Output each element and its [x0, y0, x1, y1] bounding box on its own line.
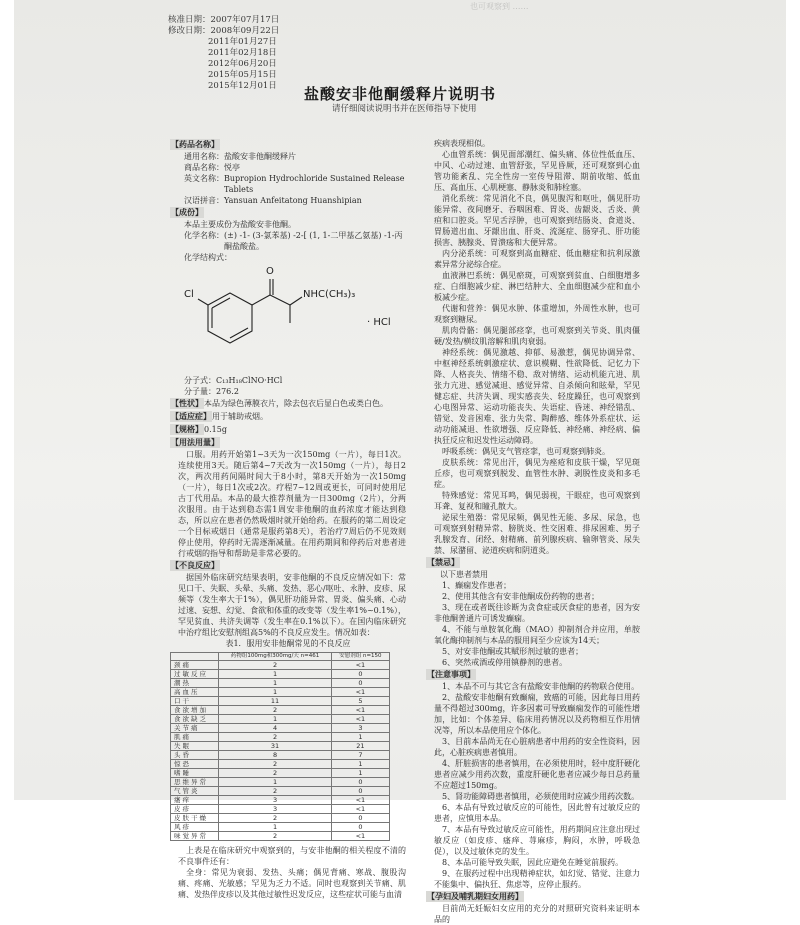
specification-text: 0.15g: [204, 425, 227, 434]
revision-date: 2011年02月18日: [208, 48, 277, 58]
molecular-formula: C₁₃H₁₈ClNO·HCl: [216, 376, 283, 385]
table-cell-placebo: 0: [331, 813, 389, 822]
adverse-system-paragraph: 疾病表现相似。: [434, 139, 490, 148]
table-row: [171, 696, 390, 705]
benzene-ring: [208, 293, 252, 343]
table-row: [171, 750, 390, 759]
adverse-text: 据国外临床研究结果表明，安非他酮的不良反应情况如下：常见口干、失眠、头晕、头痛、发热、恶心/呕吐、永肿、皮疹、尿频等（发生率大于1%），偶见肝功能异常、胃炎、偏头痛、心动过速、妄想、幻觉、食欲和体重的改变等（发生率1%~0.1%），罕见贫血、共济失调等（发生率在0.1%以下）。在国内临床研究中治疗组比安慰剂组高5%的不良反应发生。情况如表：: [178, 573, 406, 637]
trade-name: 悦亭: [224, 163, 240, 172]
page-margin-left: [0, 0, 14, 800]
section-heading-adverse: 【不良反应】: [171, 560, 219, 570]
revision-date: 2015年12月01日: [208, 81, 277, 91]
section-heading-contraindications: 【禁忌】: [427, 557, 459, 567]
table-row: [171, 741, 390, 750]
table-row: [171, 777, 390, 786]
adverse-system-paragraph: 肌肉骨骼：偶见腿部痉挛，也可观察到关节炎、肌肉僵硬/发热/横纹肌溶解和肌肉衰弱。: [434, 326, 640, 346]
table-row: [171, 705, 390, 714]
table-row: [171, 831, 390, 840]
table-cell-drug: 8: [219, 750, 331, 759]
composition-main: 本品主要成份为盐酸安非他酮。: [184, 220, 296, 229]
table-cell-placebo: 0: [331, 822, 389, 831]
table-row: [171, 795, 390, 804]
table-cell-placebo: <1: [331, 687, 389, 696]
right-column: [426, 138, 640, 925]
adverse-system-paragraph: 代谢和营养：偶见水肿、体重增加，外周性水肿，也可观察到糖尿。: [434, 304, 640, 324]
table-cell-placebo: 1: [331, 732, 389, 741]
document-subtitle: 请仔细阅读说明书并在医师指导下使用: [332, 104, 477, 114]
table-cell-drug: 2: [219, 813, 331, 822]
table-cell-event: 瘙痒: [171, 795, 219, 804]
table-cell-event: 头昏: [171, 750, 219, 759]
table-cell-event: 食欲缺乏: [171, 714, 219, 723]
pinyin-name: Yansuan Anfeitatong Huanshipian: [224, 196, 362, 205]
section-heading-composition: 【成份】: [171, 207, 203, 217]
table-cell-event: 气管炎: [171, 786, 219, 795]
chemical-structure: [170, 265, 406, 375]
show-through-text: 也可观察到 ……: [470, 2, 529, 11]
section-heading-precautions: 【注意事项】: [427, 669, 475, 679]
revision-date: 2012年06月20日: [208, 59, 277, 69]
precaution-item: 9、在服药过程中出现精神症状，如幻觉、错觉、注意力不能集中、偏执狂、焦虑等，应停止服药。: [434, 869, 640, 889]
document-title: 盐酸安非他酮缓释片说明书: [303, 85, 496, 103]
molecular-weight: 276.2: [216, 387, 239, 396]
table-cell-event: 高血压: [171, 687, 219, 696]
table-cell-event: 皮肤干燥: [171, 813, 219, 822]
table-cell-event: 嗜睡: [171, 768, 219, 777]
table-cell-drug: 2: [219, 831, 331, 840]
table-cell-drug: 31: [219, 741, 331, 750]
revision-date: 核准日期：2007年07月17日: [168, 15, 280, 25]
revision-date: 2011年01月27日: [208, 37, 277, 47]
table-cell-placebo: 0: [331, 777, 389, 786]
section-heading-properties: 【性状】: [171, 398, 203, 408]
pregnancy-text: 目前尚无妊娠妇女应用的充分的对照研究资料来证明本品的: [434, 904, 640, 924]
amine-group-label: NHC(CH₃)₃: [303, 289, 356, 300]
section-heading-pregnancy: 【孕妇及哺乳期妇女用药】: [427, 891, 523, 901]
dosage-text: 口服。用药开始第1~3天为一次150mg（一片），每日1次。连续使用3天。随后第4~7天改为一次150mg（一片），每日2次，两次用药间隔时间大于8小时，第8天开始为一次150mg（一片），每日1次或2次。疗程7~12周或更长，可同时使用尼古丁代用品。本品的最大推荐剂量为一日300mg（2片），分两次服用。由于达到稳态需1周安非他酮的血药浓度才能达到稳态，所以应在患者仍然吸烟时就开始给药。在服药的第二周设定一个目标戒烟日（通常是服药第8天），若治疗7周后仍不见效则停止使用，停药时无需逐渐减量。在用药期间和停药后对患者进行戒烟的指导和帮助是非常必要的。: [178, 450, 406, 558]
table-cell-event: 肌痛: [171, 732, 219, 741]
precaution-item: 1、本品不可与其它含有盐酸安非他酮的药物联合使用。: [442, 682, 640, 691]
table-cell-placebo: 0: [331, 669, 389, 678]
general-reactions-text: 全身：常见为衰弱、发热、头痛；偶见背痛、寒战、腹股沟痛、疼痛、光敏感；罕见为乏力不适。同时也观察到关节痛、肌痛、发热伴皮疹以及其他过敏性迟发反应，这些症状可能与血清: [178, 867, 406, 899]
table-cell-placebo: 0: [331, 678, 389, 687]
adverse-system-paragraph: 内分泌系统：可观察到高血糖症、低血糖症和抗利尿激素异常分泌综合症。: [434, 249, 640, 269]
page-margin-right: [786, 0, 800, 800]
table-cell-drug: 11: [219, 696, 331, 705]
table-cell-event: 潮热: [171, 678, 219, 687]
precaution-item: 7、本品有导致过敏反应可能性，用药期间应注意出现过敏反应（如皮疹、瘙痒、荨麻疹，胸闷，水肿，呼吸急促），以及过敏休克的发生。: [434, 825, 640, 856]
table-row: [171, 768, 390, 777]
table-cell-drug: 1: [219, 822, 331, 831]
section-heading-drug-name: 【药品名称】: [171, 139, 219, 149]
table-row: [171, 786, 390, 795]
adverse-system-paragraph: 泌尿生殖器：常见尿频，偶见性无能、多尿、尿急，也可观察到射精异常、膀胱炎、性交困难、排尿困难、男子乳腺发育、闭经、射精痛、前列腺疾病、输卵管炎、尿失禁、尿潴留、泌道疾病和阴道炎。: [434, 513, 640, 555]
table-cell-placebo: 1: [331, 759, 389, 768]
table-row: [171, 678, 390, 687]
table-cell-drug: 3: [219, 804, 331, 813]
section-heading-dosage: 【用法用量】: [171, 437, 219, 447]
table-cell-event: 关节痛: [171, 723, 219, 732]
precaution-item: 3、目前本品尚无在心脏病患者中用药的安全性资料，因此，心脏疾病患者慎用。: [434, 737, 640, 757]
revision-dates: [168, 15, 279, 92]
table-row: [171, 732, 390, 741]
table-row: [171, 723, 390, 732]
table-header: 药物组100mg和300mg/天 n=461: [219, 653, 331, 661]
adverse-system-paragraph: 消化系统：常见消化不良，偶见腹泻和呕吐，偶见肝功能异常、夜间磨牙、吞咽困难、胃炎、齿龈炎、舌炎、黄疸和口腔炎。罕见舌浮肿，也可观察到结肠炎、食道炎、胃肠道出血、牙龈出血、肝炎、流涎症、肠穿孔、肝功能损害、胰腺炎、胃溃疡和大便异常。: [434, 194, 640, 247]
chlorine-label: Cl: [184, 289, 194, 300]
table-header-row: [171, 653, 390, 661]
table-header: 安慰剂组 n=150: [331, 653, 389, 661]
table-cell-drug: 2: [219, 768, 331, 777]
table-row: [171, 822, 390, 831]
table-cell-placebo: <1: [331, 705, 389, 714]
contraindication-item: 2、使用其他含有安非他酮成份药物的患者；: [442, 592, 600, 601]
table-cell-placebo: 1: [331, 768, 389, 777]
precaution-item: 4、肝脏损害的患者慎用，在必须使用时，轻中度肝硬化患者应减少用药次数，重度肝硬化患者应减少每日总药量不应超过150mg。: [434, 759, 640, 790]
table-row: [171, 660, 390, 669]
table-cell-placebo: 0: [331, 786, 389, 795]
precaution-item: 2、盐酸安非他酮有致癫痫，致癌的可能，因此每日用药量不得超过300mg，许多因素可导致癫痫发作的可能性增加，比如：个体差异、临床用药情况以及药物相互作用情况等，所以本品使用应个体化。: [434, 693, 640, 735]
hcl-label: · HCl: [367, 317, 391, 328]
contraindication-item: 6、突然戒酒或停用镇静剂的患者。: [442, 658, 568, 667]
adverse-system-paragraph: 呼吸系统：偶见支气管痉挛，也可观察到肺炎。: [442, 447, 610, 456]
table-cell-event: 惊恐: [171, 759, 219, 768]
table-row: [171, 813, 390, 822]
table-cell-placebo: <1: [331, 714, 389, 723]
table-cell-placebo: <1: [331, 660, 389, 669]
indications-text: 用于辅助戒烟。: [212, 412, 268, 421]
carbonyl-oxygen-label: O: [266, 266, 274, 277]
table-cell-drug: 4: [219, 723, 331, 732]
table-cell-drug: 2: [219, 759, 331, 768]
table-header: [171, 653, 219, 661]
table-cell-event: 食欲增加: [171, 705, 219, 714]
adverse-events-table: [170, 652, 390, 841]
table-cell-drug: 1: [219, 714, 331, 723]
generic-name: 盐酸安非他酮缓释片: [224, 152, 296, 161]
table-cell-event: 风疹: [171, 822, 219, 831]
contraindication-item: 3、现在或者既往诊断为贪食症或厌食症的患者，因为安非他酮普通片可诱发癫痫。: [434, 603, 640, 623]
table-row: [171, 759, 390, 768]
table-cell-placebo: <1: [331, 831, 389, 840]
contraindications-intro: 以下患者禁用: [440, 570, 488, 579]
english-name: Bupropion Hydrochloride Sustained Release Tablets: [224, 174, 405, 194]
section-heading-indications: 【适应症】: [171, 411, 211, 421]
table-cell-placebo: 3: [331, 723, 389, 732]
table-cell-drug: 2: [219, 660, 331, 669]
table-cell-drug: 1: [219, 669, 331, 678]
table-cell-drug: 2: [219, 705, 331, 714]
precaution-item: 6、本品有导致过敏反应的可能性，因此曾有过敏反应的患者，应慎用本品。: [434, 803, 640, 823]
table-cell-drug: 1: [219, 678, 331, 687]
adverse-system-paragraph: 皮肤系统：常见出汗，偶见为痤疮和皮肤干燥，罕见斑丘疹，也可观察到脱发、血管性水肿、剥脱性皮炎和多毛症。: [434, 458, 640, 489]
table-cell-placebo: 5: [331, 696, 389, 705]
table-cell-event: 思维异常: [171, 777, 219, 786]
precaution-item: 5、肾功能障碍患者慎用，必须使用时应减少用药次数。: [442, 792, 640, 801]
contraindication-item: 4、不能与单胺氧化酶（MAO）抑制剂合并应用，单胺氧化酶抑制剂与本品的服用间至少应该为14天；: [434, 625, 640, 645]
table-cell-placebo: 7: [331, 750, 389, 759]
adverse-system-paragraph: 心血管系统：偶见面部潮红、偏头痛、体位性低血压、中风、心动过速、血管舒张，罕见昏厥，还可观察到心血管功能紊乱、完全性房一室传导阻滞、期前收缩、低血压、高血压、心肌梗塞、静脉炎和肺栓塞。: [434, 150, 640, 192]
left-column: 【药品名称】 通用名称： 盐酸安非他酮缓释片 商品名称： 悦亭 英文名称： Bupropion Hydrochloride Sustained Release Tablets 汉语拼音： Yansuan Anfeitatong Huanshipian 【成份】 本品主要成份为盐酸安非他酮。 化学名称： (±) -1- (3-氯苯基) -2-[ (1, 1-二甲基乙氨基) -1-丙酮盐酸盐。 化学结构式： Cl O NHC(CH₃)₃ · HCl 分子式： C₁₃H₁₈ClNO·HCl 分子量： 276.2 【性状】本品为绿色薄膜衣片，除去包衣后显白色或类白色。 【适应症】用于辅助戒烟。 【规格】0.15g 【用法用量】 口服。用药开始第1~3天为一次150mg（一片），每日1次。连续使用3天。随后第4~7天改为一次150mg（一片），每日2次，两次用药间隔时间大于8小时，第8天开始为一次150mg（一片），每日1次或2次。疗程7~12周或更长，可同时使用尼古丁代用品。本品的最大推荐剂量为一日300mg（2片），分两次服用。由于达到稳态需1周安非他酮的血药浓度才能达到稳态，所以应在患者仍然吸烟时就开始给药。在服药的第二周设定一个目标戒烟日（通常是服药第8天），若治疗7周后仍不见效则停止使用，停药时无需逐渐减量。在用药期间和停药后对患者进行戒烟的指导和帮助是非常必要的。 【不良反应】 据国外临床研究结果表明，安非他酮的不良反应情况如下：常见口干、失眠、头晕、头痛、发热、恶心/呕吐、永肿、皮疹、尿频等（发生率大于1%），偶见肝功能异常、胃炎、偏头痛、心动过速、妄想、幻觉、食欲和体重的改变等（发生率1%~0.1%），罕见贫血、共济失调等（发生率在0.1%以下）。在国内临床研究中治疗组比安慰剂组高5%的不良反应发生。情况如表： 表1．服用安非他酮常见的不良反应 药物组100mg和300mg/天 n=461 安慰剂组 n=150 颈痛 2 <1 过敏反应 1 0 潮热 1 0 高血压 1 <1 口干 11 5 食欲增加 2 <1 食欲缺乏 1 <1 关节痛 4 3 肌痛 2 1 失眠 31 21 头昏 8 7 惊恐 2 1 嗜睡 2 1 思维异常 1 0 气管炎 2 0 瘙痒 3 <1 皮疹 3 <1 皮肤干燥 2 0 风疹 1 0 味觉异常 2 <1 上表是在临床研究中观察到的，与安非他酮的相关程度不清的不良事件还有： 全身：常见为衰弱、发热、头痛；偶见背痛、寒战、腹股沟痛、疼痛、光敏感；罕见为乏力不适。同时也观察到关节痛、肌痛、发热伴皮疹以及其他过敏性迟发反应，这些症状可能与血清: [171, 139, 406, 899]
properties-text: 本品为绿色薄膜衣片，除去包衣后显白色或类白色。: [204, 399, 388, 408]
table-cell-placebo: 21: [331, 741, 389, 750]
table-cell-drug: 2: [219, 786, 331, 795]
table-cell-event: 颈痛: [171, 660, 219, 669]
table-cell-event: 口干: [171, 696, 219, 705]
table-cell-event: 味觉异常: [171, 831, 219, 840]
structure-label: 化学结构式：: [184, 253, 232, 262]
after-table-text: 上表是在临床研究中观察到的，与安非他酮的相关程度不清的不良事件还有：: [178, 845, 406, 866]
table-cell-placebo: <1: [331, 795, 389, 804]
adverse-system-paragraph: 特殊感觉：常见耳鸣，偶见弱视，干眼症，也可观察到耳聋、复视和瞳孔散大。: [434, 491, 640, 511]
contraindication-item: 5、对安非他酮或其赋形剂过敏的患者；: [442, 647, 584, 656]
table-row: [171, 714, 390, 723]
table-row: [171, 687, 390, 696]
table-cell-event: 过敏反应: [171, 669, 219, 678]
precaution-item: 8、本品可能导致失眠，因此应避免在睡觉前服药。: [442, 858, 624, 867]
revision-date: 2015年05月15日: [208, 70, 277, 80]
contraindication-item: 1、癫痫发作患者；: [442, 581, 512, 590]
table-row: [171, 804, 390, 813]
table-caption: 表1．服用安非他酮常见的不良反应: [225, 639, 351, 648]
table-cell-drug: 1: [219, 777, 331, 786]
table-cell-drug: 3: [219, 795, 331, 804]
table-row: [171, 669, 390, 678]
adverse-system-paragraph: 血液淋巴系统：偶见瘀斑，可观察到贫血、白细胞增多症、白细胞减少症、淋巴结肿大、全血细胞减少症和血小板减少症。: [434, 271, 640, 302]
table-cell-event: 皮疹: [171, 804, 219, 813]
table-cell-drug: 1: [219, 687, 331, 696]
chemical-name: (±) -1- (3-氯苯基) -2-[ (1, 1-二甲基乙氨基) -1-丙酮盐酸盐。: [224, 231, 403, 251]
table-cell-event: 失眠: [171, 741, 219, 750]
table-cell-placebo: <1: [331, 804, 389, 813]
table-cell-drug: 2: [219, 732, 331, 741]
section-heading-specification: 【规格】: [171, 424, 203, 434]
revision-date: 修改日期：2008年09月22日: [168, 26, 280, 36]
adverse-system-paragraph: 神经系统：偶见激越、抑郁、易激惹，偶见协调异常、中枢神经系统刺激症状、意识模糊、性欲降低、记忆力下降、人格丧失、情绪不稳、敌对情绪、运动机能亢进、肌张力亢进、感觉减退、感觉异常、自杀倾向和眩晕，罕见健忘症、共济失调、现实感丧失、轻度躁狂，也可观察到心电图异常、运动功能丧失、失语症、昏迷、神经错乱、错觉、发音困难、张力失常、陶醉感、维体外系症状、运动功能减退、性欲增强、反应降低、神经痛、神经病、偏执狂反应和迟发性运动障碍。: [434, 348, 640, 445]
